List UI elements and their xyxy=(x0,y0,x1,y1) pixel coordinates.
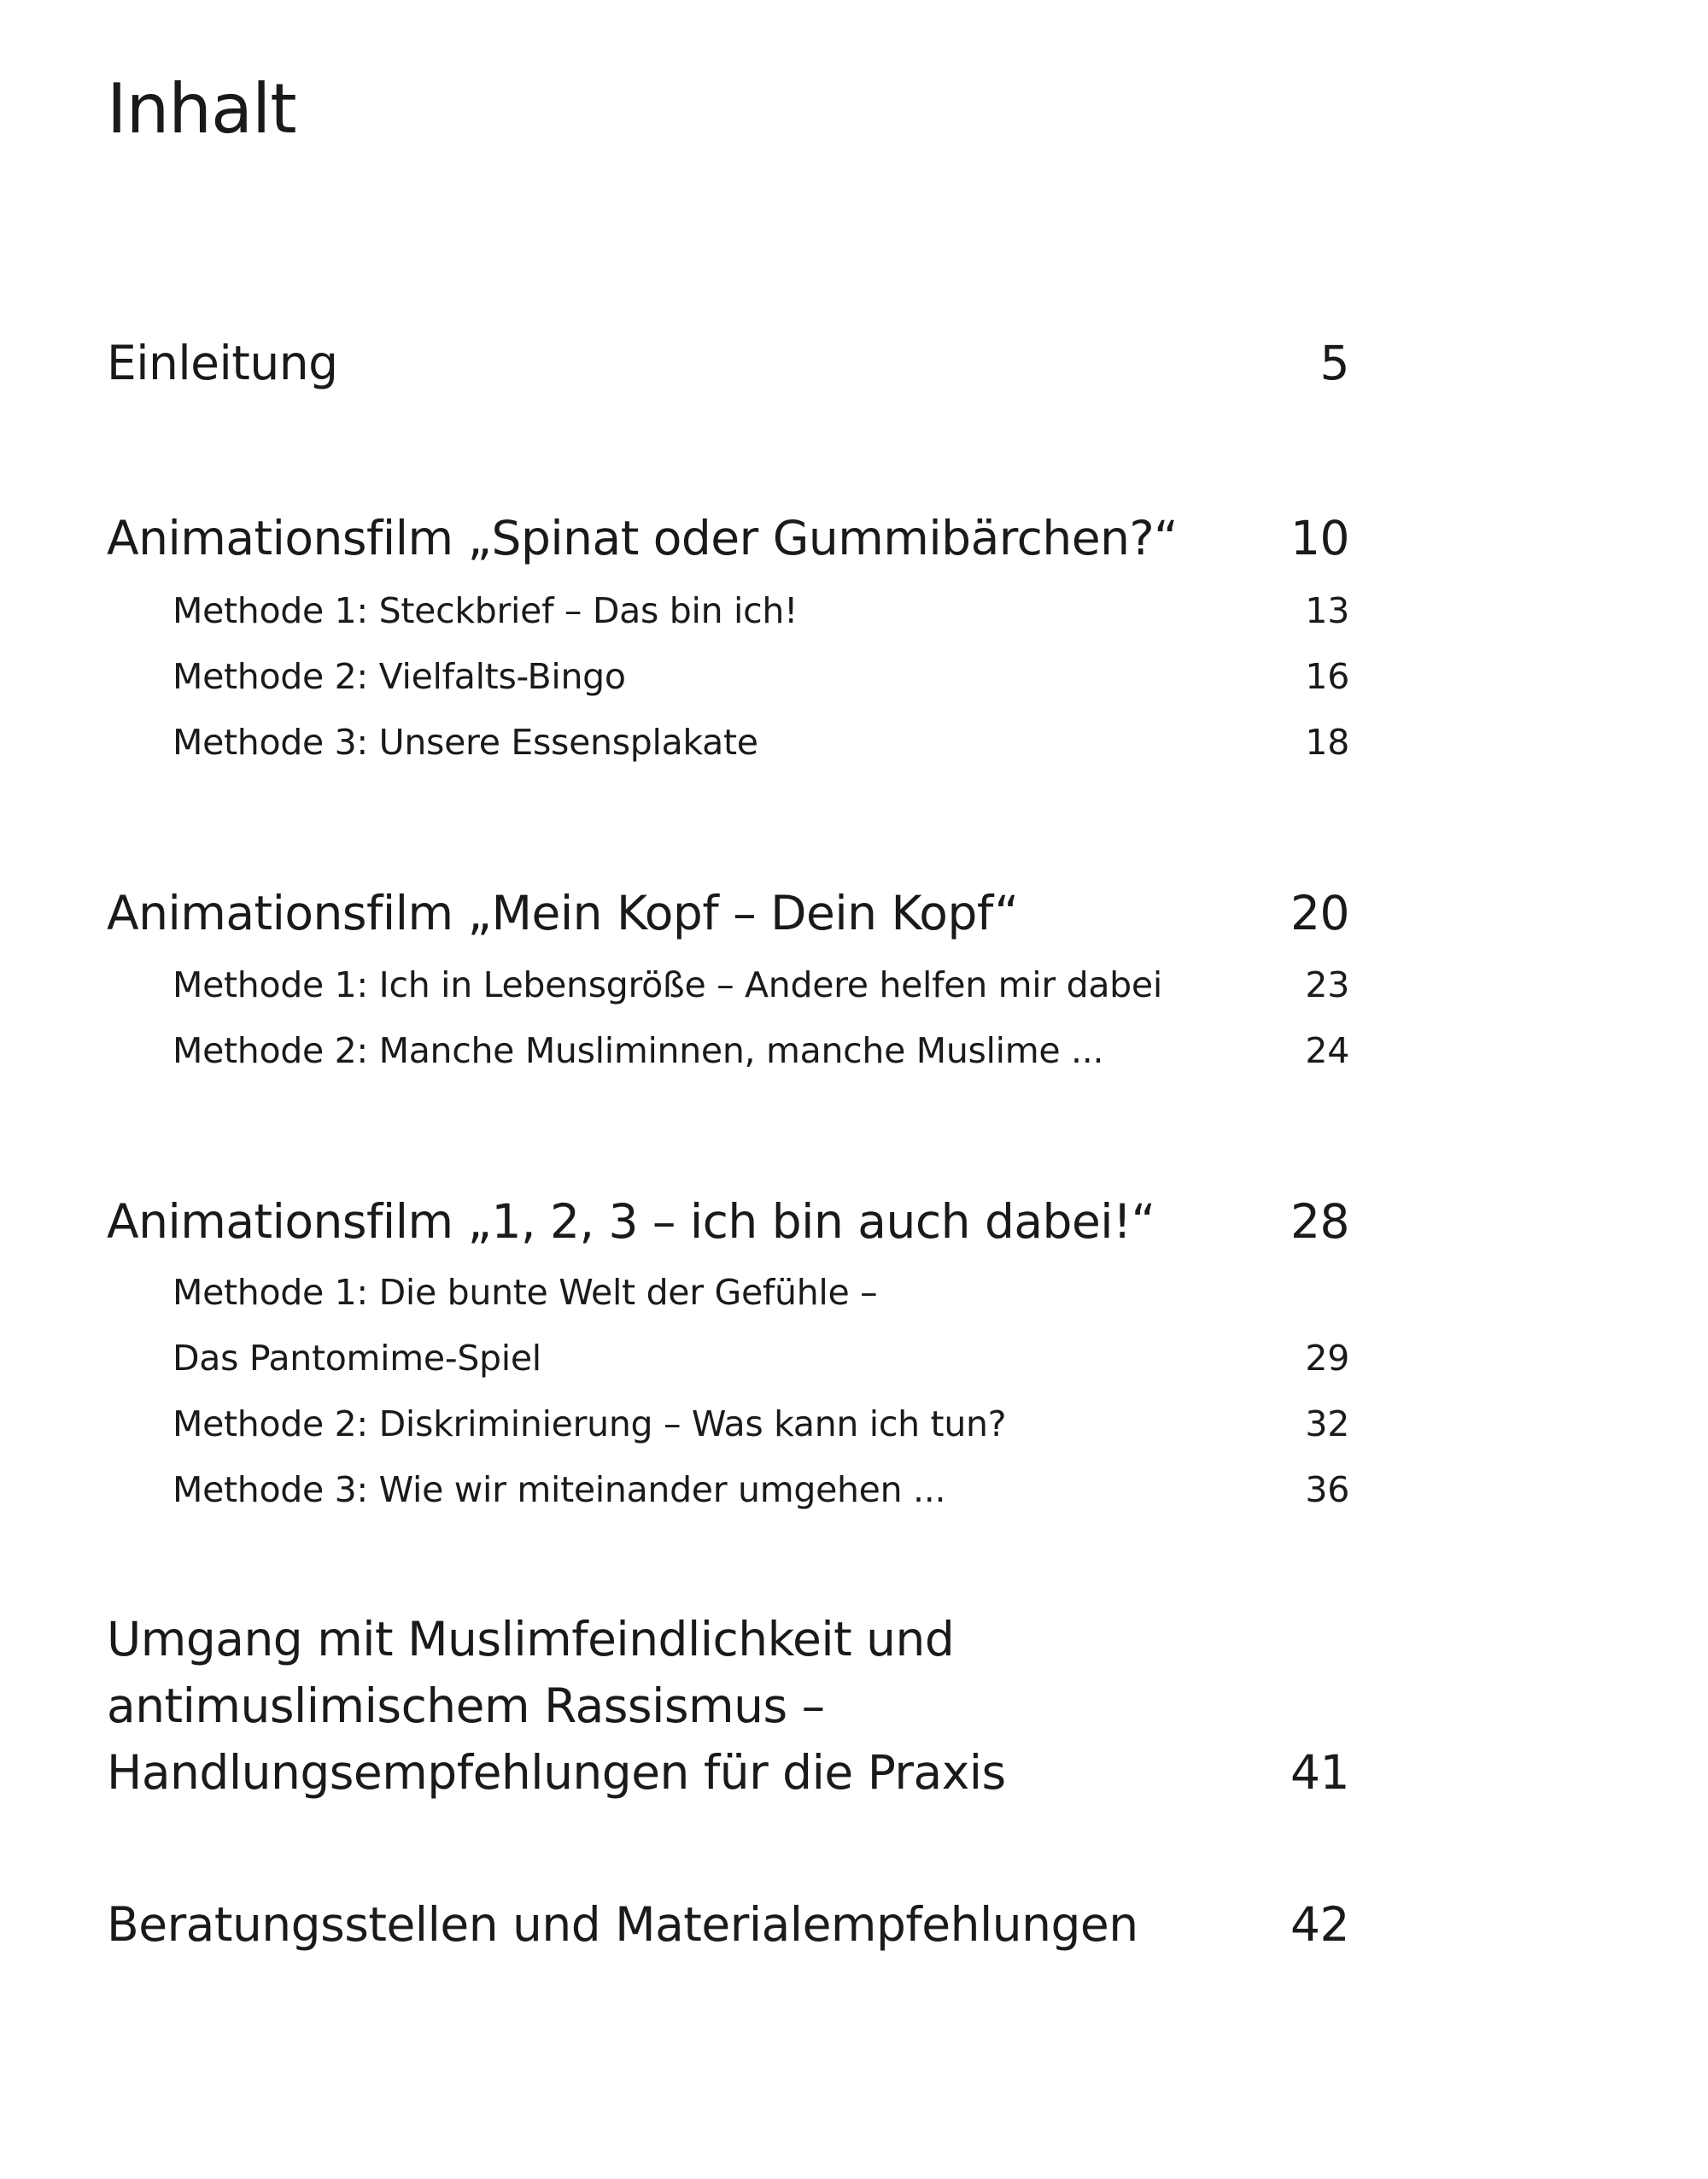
toc-entry-label: Das Pantomime-Spiel xyxy=(173,1338,541,1379)
toc-entry-label: Einleitung xyxy=(107,336,338,390)
toc-subentry-bingo[interactable] xyxy=(173,656,1349,697)
toc-entry-mein-kopf[interactable] xyxy=(107,886,1349,940)
toc-entry-page: 41 xyxy=(1290,1745,1349,1800)
toc-entry-label: Methode 1: Ich in Lebensgröße – Andere helfen mir dabei xyxy=(173,964,1162,1005)
toc-entry-einleitung[interactable] xyxy=(107,336,1349,390)
toc-entry-page: 29 xyxy=(1305,1338,1349,1379)
toc-entry-page: 5 xyxy=(1319,336,1349,390)
toc-entry-page: 23 xyxy=(1305,964,1349,1005)
toc-subentry-lebensgroesse[interactable] xyxy=(173,964,1349,1005)
toc-entry-page: 10 xyxy=(1290,511,1349,565)
toc-entry-label: Methode 2: Diskriminierung – Was kann ich tun? xyxy=(173,1403,1007,1444)
toc-entry-page: 24 xyxy=(1305,1030,1349,1071)
toc-entry-page: 42 xyxy=(1290,1897,1349,1952)
toc-entry-page: 36 xyxy=(1305,1469,1349,1510)
toc-entry-label: Beratungsstellen und Materialempfehlungen xyxy=(107,1897,1138,1952)
toc-entry-label: Animationsfilm „Spinat oder Gummibärchen?“ xyxy=(107,511,1179,565)
toc-entry-page: 32 xyxy=(1305,1403,1349,1444)
toc-entry-label: Animationsfilm „Mein Kopf – Dein Kopf“ xyxy=(107,886,1019,940)
toc-entry-page: 16 xyxy=(1305,656,1349,697)
toc-entry-umgang[interactable] xyxy=(107,1606,1349,1806)
toc-entry-label: Methode 3: Unsere Essensplakate xyxy=(173,722,758,763)
toc-subentry-pantomime[interactable] xyxy=(173,1338,1349,1379)
page-title: Inhalt xyxy=(107,69,296,149)
toc-entry-spinat[interactable] xyxy=(107,511,1349,565)
toc-entry-label: Methode 2: Vielfalts-Bingo xyxy=(173,656,626,697)
toc-subentry-steckbrief[interactable] xyxy=(173,590,1349,631)
toc-subentry-miteinander[interactable] xyxy=(173,1469,1349,1510)
toc-subentry-musliminnen[interactable] xyxy=(173,1030,1349,1071)
toc-entry-label: antimuslimischem Rassismus – xyxy=(107,1678,825,1733)
toc-subentry-gefuehle[interactable] xyxy=(173,1272,1349,1313)
toc-entry-label: Animationsfilm „1, 2, 3 – ich bin auch dabei!“ xyxy=(107,1194,1155,1249)
toc-subentry-diskriminierung[interactable] xyxy=(173,1403,1349,1444)
toc-entry-page: 20 xyxy=(1290,886,1349,940)
toc-entry-label: Methode 1: Die bunte Welt der Gefühle – xyxy=(173,1272,878,1313)
toc-entry-label: Methode 2: Manche Musliminnen, manche Muslime ... xyxy=(173,1030,1104,1071)
toc-entry-label: Methode 3: Wie wir miteinander umgehen ... xyxy=(173,1469,946,1510)
toc-entry-label: Handlungsempfehlungen für die Praxis xyxy=(107,1745,1006,1800)
toc-entry-label: Umgang mit Muslimfeindlichkeit und xyxy=(107,1612,955,1666)
toc-entry-123[interactable] xyxy=(107,1194,1349,1249)
toc-entry-beratungsstellen[interactable] xyxy=(107,1897,1349,1952)
toc-entry-page: 28 xyxy=(1290,1194,1349,1249)
toc-entry-label: Methode 1: Steckbrief – Das bin ich! xyxy=(173,590,798,631)
toc-entry-page: 13 xyxy=(1305,590,1349,631)
toc-entry-page: 18 xyxy=(1305,722,1349,763)
toc-subentry-essensplakate[interactable] xyxy=(173,722,1349,763)
